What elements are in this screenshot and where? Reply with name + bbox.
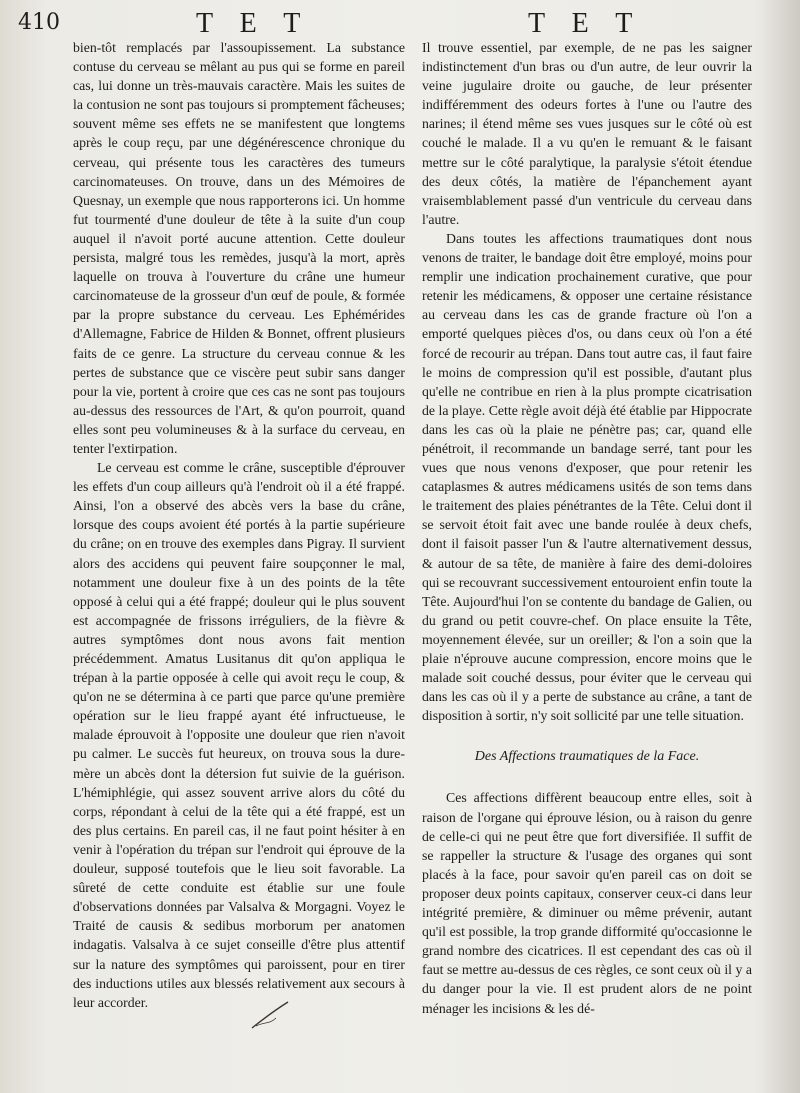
paragraph: bien-tôt remplacés par l'assoupissement. La substance contuse du cerveau se mêlant au pus qui se forme en pareil cas, lui donne un très-mauvais caractère. Mais les suites de la contusion ne sont pas toujours si promptement fâcheuses; souvent même ses effets ne se manifestent que longtems après le coup reçu, par une dégénérescence chronique du cerveau, qui présente tous les caractères des tumeurs carcinomateuses. On trouve, dans un des Mémoires de Quesnay, un exemple que nous rapporterons ici. Un homme fut tourmenté d'une douleur de tête à la suite d'un coup auquel il n'avoit porté aucune attention. Cette douleur persista, malgré tous les remèdes, jusqu'à la mort, après laquelle on trouva à l'ouverture du crâne une humeur carcinomateuse de la grosseur d'un œuf de poule, & formée par la propre substance du cerveau. Les Ephémérides d'Allemagne, Fabrice de Hilden & Bonnet, offrent plusieurs faits de ce genre. La structure du cerveau connue & les pertes de substance que ce viscère peut subir sans danger pour la vie, portent à croire que ces cas ne sont pas toujours au-dessus des ressources de l'Art, & qu'on pourroit, quand elles sont peu volumineuses & à la surface du cerveau, en tenter l'extirpation.: [73, 40, 405, 456]
ink-flourish-mark: [250, 1000, 290, 1030]
running-head-left: T E T: [196, 8, 311, 39]
page-edge-shadow: [760, 0, 800, 1093]
right-column: [422, 38, 752, 1018]
paragraph: Le cerveau est comme le crâne, susceptible d'éprouver les effets d'un coup ailleurs qu'à l'endroit où il a été frappé. Ainsi, l'on a observé des abcès vers la base du crâne, lorsque des coups avoient été portés à la partie supérieure du crâne; on en trouve des exemples dans Pigray. Il survient alors des accidens qui peuvent faire soupçonner le mal, notamment une douleur fixe à un des points de la tête opposé à celui qui a été frappé; douleur qui le plus souvent est accompagnée de frissons irréguliers, de la fièvre & autres symptômes dont nous avons fait mention précédemment. Amatus Lusitanus dit qu'on appliqua le trépan à la partie opposée à celle qui avoit reçu le coup, & qu'on ne se détermina à ce parti que parce qu'une première opération sur le lieu frappé ayant été infructueuse, le malade éprouvoit à l'opposite une douleur que rien n'avoit pu calmer. Le succès fut heureux, on trouva sous la dure-mère un abcès dont la détersion fut suivie de la guérison. L'hémiphlégie, qui assez souvent arrive alors du côté du corps, répondant à celui de la tête qui a été frappé, est un des plus certains. En pareil cas, il ne faut point hésiter à en venir à l'opération du trépan sur l'endroit qui éprouve de la douleur, supposé toutefois que le lieu soit favorable. La sûreté de cette conduite est établie sur une foule d'observations données par Valsalva & Morgagni. Voyez le Traité de causis & sedibus morborum per anatomen indagatis. Valsalva à ce sujet conseille d'être plus attentif sur la nature des symptômes qui paroissent, pour en tirer des inductions utiles aux blessés relativement aux secours à leur accorder.: [73, 460, 405, 1010]
section-title: Des Affections traumatiques de la Face.: [474, 749, 700, 765]
paragraph: Dans toutes les affections traumatiques dont nous venons de traiter, le bandage doit être employé, moins pour remplir une indication prochainement curative, que pour retenir les médicamens, & opposer une certaine résistance au cerveau dans les cas de grande fracture où l'on a emporté quelques pièces d'os, ou dans ceux où l'on a été forcé de recourir au trépan. Dans tout autre cas, il faut faire le moins de compression qu'il est possible, d'autant plus qu'elle ne contribue en rien à la plus prompte cicatrisation de la playe. Cette règle avoit déjà été établie par Hippocrate dans les cas où la plaie ne pénètre pas; car, quand elle pénétroit, il recommande un bandage serré, tant pour les vues que nous venons d'exposer, que pour retenir les cataplasmes & autres médicamens usités de son tems dans le traitement des plaies pénétrantes de la Tête. Celui dont il se servoit étoit fait avec une bande roulée à deux chefs, dont il faisoit passer l'un & l'autre alternativement dessus, & autour de sa tête, de manière à faire des demi-doloires qui se recouvrant successivement entouroient enfin toute la Tête. Aujourd'hui l'on se contente du bandage de Galien, ou du grand ou petit couvre-chef. On place ensuite la Tête, moyennement élevée, sur un oreiller; & l'on a soin que la plaie n'éprouve aucune compression, encore moins que le malade soit couché dessus, pour éviter que le cerveau qui dans les cas où il y a perte de substance au crâne, a tant de disposition à sortir, n'y soit sollicité par une telle situation.: [422, 230, 752, 724]
page-header: [0, 8, 800, 42]
left-column: [73, 38, 405, 1012]
paragraph: Ces affections diffèrent beaucoup entre elles, soit à raison de l'organe qui éprouve lésion, ou à raison du genre de celle-ci qui ne peut être que fort diversifiée. Il suffit de se rappeller la structure & l'usage des organes qui sont placés à la face, pour savoir qu'en pareil cas on doit se proposer deux points capitaux, conserver ceux-ci dans leur intégrité première, & diminuer ou même prévenir, autant qu'il est possible, la trop grande difformité qu'occasionne le grand nombre des cicatrices. Il est cependant des cas où il faut se mettre au-dessus de ces règles, ce sont ceux où il y a du danger pour la vie. Il est prudent alors de ne point ménager les incisions & les dé-: [422, 790, 752, 1016]
paragraph: Il trouve essentiel, par exemple, de ne pas les saigner indistinctement d'un bras ou d'un autre, de leur ouvrir la veine jugulaire droite ou gauche, de leur présenter indifféremment des odeurs fortes à l'une ou l'autre des narines; il étend même ses vues jusques sur le côté où est couché le malade. Il a vu qu'en le remuant & le faisant mettre sur le côté paralytique, la paralysie s'étoit étendue des deux côtés, la matière de l'épanchement ayant vraisemblablement passé d'un ventricule du cerveau dans l'autre.: [422, 40, 752, 227]
running-head-right: T E T: [528, 8, 643, 39]
page-number: 410: [18, 10, 60, 35]
